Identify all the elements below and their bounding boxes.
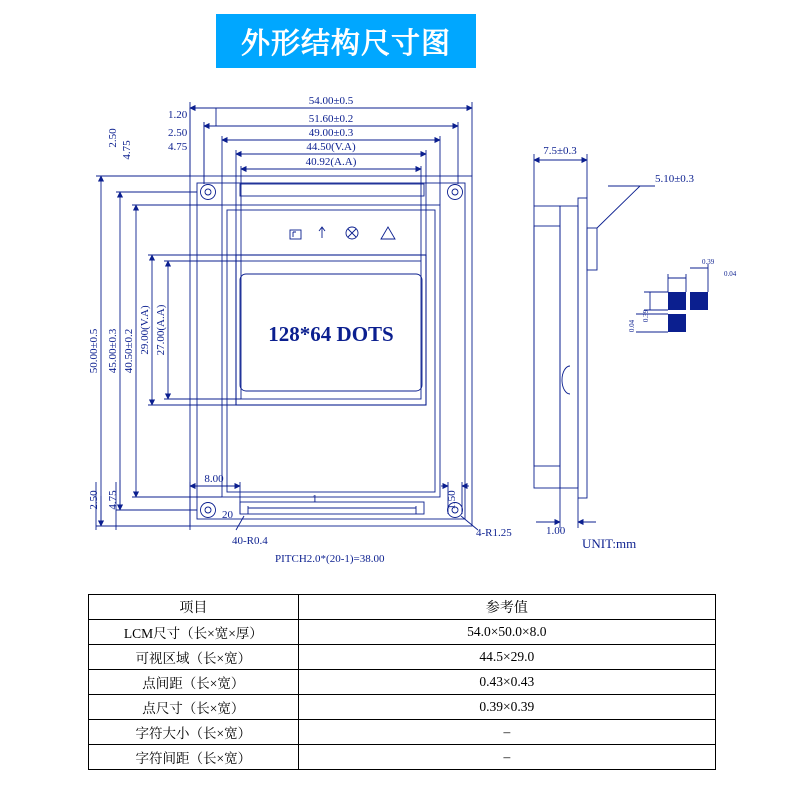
table-row xyxy=(89,670,716,695)
note-40-r04: 40-R0.4 xyxy=(232,535,268,547)
screen-dots-label: 128*64 DOTS xyxy=(268,322,394,346)
dim-bottom-b: 4.75 xyxy=(107,490,119,510)
pin-number-1: 1 xyxy=(312,493,318,505)
pin-number-20: 20 xyxy=(222,509,233,521)
dim-left-5: 27.00(A.A) xyxy=(155,304,167,356)
spec-header-value: 参考值 xyxy=(298,595,715,620)
table-row xyxy=(89,645,716,670)
dim-side-bottom: 1.00 xyxy=(546,525,566,537)
table-row xyxy=(89,745,716,770)
spec-item-label: 字符大小（长×宽） xyxy=(89,720,299,745)
dim-bottom-d: 1.50 xyxy=(446,490,458,510)
dim-side-step: 5.10±0.3 xyxy=(655,173,695,185)
page-title-banner xyxy=(216,14,476,68)
note-pitch: PITCH2.0*(20-1)=38.00 xyxy=(275,553,385,565)
spec-item-label: 点尺寸（长×宽） xyxy=(89,695,299,720)
note-corner-radius: 4-R1.25 xyxy=(476,527,512,539)
page-title: 外形结构尺寸图 xyxy=(240,25,451,60)
dim-top-2: 51.60±0.2 xyxy=(308,113,354,125)
spec-item-value: – xyxy=(298,745,715,770)
outline-dimension-drawing xyxy=(0,78,800,568)
spec-item-value: 54.0×50.0×8.0 xyxy=(298,620,715,645)
spec-item-value: 44.5×29.0 xyxy=(298,645,715,670)
dim-dot-c: 0.39 xyxy=(642,309,650,323)
table-row xyxy=(89,720,716,745)
spec-item-label: 可视区域（长×宽） xyxy=(89,645,299,670)
dim-bottom-c: 8.00 xyxy=(204,473,224,485)
dim-left-top-b: 4.75 xyxy=(121,140,133,160)
dim-top-5: 40.92(A.A) xyxy=(305,156,357,168)
spec-item-value: – xyxy=(298,720,715,745)
dim-left-4: 29.00(V.A) xyxy=(139,305,151,355)
spec-table xyxy=(88,594,716,770)
table-row xyxy=(89,620,716,645)
dim-top-4: 44.50(V.A) xyxy=(306,141,356,153)
dim-top-left-a: 1.20 xyxy=(168,109,188,121)
dim-side-thickness: 7.5±0.3 xyxy=(543,145,577,157)
spec-item-label: 点间距（长×宽） xyxy=(89,670,299,695)
spec-item-label: LCM尺寸（长×宽×厚） xyxy=(89,620,299,645)
spec-table-header-row xyxy=(89,595,716,620)
dim-top-outer: 54.00±0.5 xyxy=(308,95,354,107)
dim-dot-a: 0.39 xyxy=(702,258,715,266)
dim-top-left-c: 4.75 xyxy=(168,141,188,153)
dim-dot-b: 0.04 xyxy=(724,270,737,278)
spec-item-label: 字符间距（长×宽） xyxy=(89,745,299,770)
dim-top-left-b: 2.50 xyxy=(168,127,188,139)
dim-left-top-a: 2.50 xyxy=(107,128,119,148)
dim-left-3: 40.50±0.2 xyxy=(123,328,135,374)
spec-item-value: 0.43×0.43 xyxy=(298,670,715,695)
dim-bottom-a: 2.50 xyxy=(88,490,100,510)
spec-header-item: 项目 xyxy=(89,595,299,620)
spec-item-value: 0.39×0.39 xyxy=(298,695,715,720)
dim-top-3: 49.00±0.3 xyxy=(308,127,354,139)
dim-left-1: 50.00±0.5 xyxy=(88,328,100,374)
unit-note: UNIT:mm xyxy=(582,536,637,551)
table-row xyxy=(89,695,716,720)
dim-dot-d: 0.04 xyxy=(628,319,636,333)
dim-left-2: 45.00±0.3 xyxy=(107,328,119,374)
